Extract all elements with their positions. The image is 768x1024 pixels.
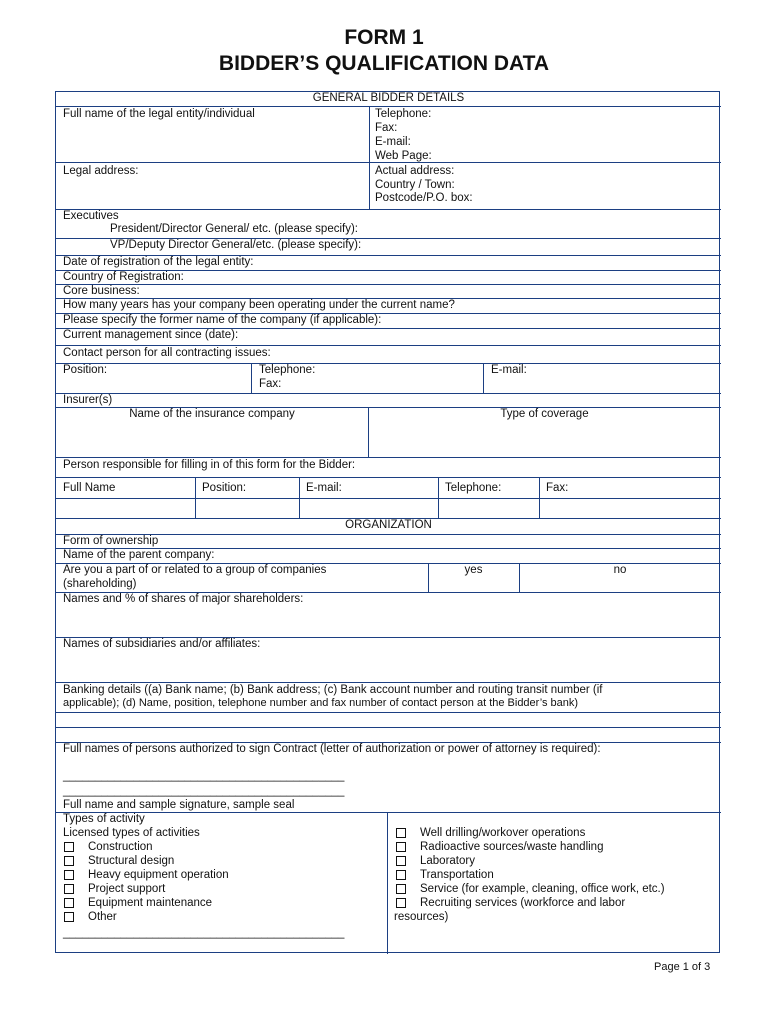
activity-project-support: Project support (88, 883, 166, 895)
checkbox-structural-design[interactable] (64, 856, 74, 866)
telephone-label: Telephone: (375, 108, 432, 120)
authorized-signature-line-1: ____________________________________________ (63, 770, 345, 782)
date-registration-label: Date of registration of the legal entity: (63, 256, 254, 268)
web-page-label: Web Page: (375, 150, 432, 162)
page-number: Page 1 of 3 (654, 961, 711, 973)
sample-signature-label: Full name and sample signature, sample seal (63, 799, 295, 811)
years-operating-label: How many years has your company been operating under the current name? (63, 299, 455, 311)
activity-recruiting-cont: resources) (394, 911, 449, 923)
shareholders-label: Names and % of shares of major shareholders: (63, 593, 304, 605)
activity-laboratory: Laboratory (420, 855, 475, 867)
parent-company-label: Name of the parent company: (63, 549, 215, 561)
insurance-company-header: Name of the insurance company (129, 408, 295, 420)
country-town-label: Country / Town: (375, 179, 455, 191)
checkbox-well-drilling[interactable] (396, 828, 406, 838)
checkbox-recruiting[interactable] (396, 898, 406, 908)
yes-option: yes (464, 564, 483, 576)
form-title: BIDDER’S QUALIFICATION DATA (218, 52, 550, 75)
responsible-telephone-label: Telephone: (445, 482, 502, 494)
contact-fax-label: Fax: (259, 378, 282, 390)
responsible-full-name-label: Full Name (63, 482, 116, 494)
types-activity-label: Types of activity (63, 813, 145, 825)
core-business-label: Core business: (63, 285, 140, 297)
vp-label: VP/Deputy Director General/etc. (please specify): (110, 239, 362, 251)
management-since-label: Current management since (date): (63, 329, 239, 341)
section-header-general: GENERAL BIDDER DETAILS (312, 92, 465, 104)
president-label: President/Director General/ etc. (please specify): (110, 223, 358, 235)
qualification-form (55, 91, 720, 953)
insurers-label: Insurer(s) (63, 394, 113, 406)
contact-position-label: Position: (63, 364, 108, 376)
form-number: FORM 1 (344, 26, 424, 49)
executives-label: Executives (63, 210, 119, 222)
checkbox-project-support[interactable] (64, 884, 74, 894)
no-option: no (613, 564, 627, 576)
responsible-email-label: E-mail: (306, 482, 342, 494)
former-name-label: Please specify the former name of the company (if applicable): (63, 314, 382, 326)
checkbox-other[interactable] (64, 912, 74, 922)
section-header-organization: ORGANIZATION (345, 519, 432, 531)
coverage-header: Type of coverage (500, 408, 589, 420)
country-registration-label: Country of Registration: (63, 271, 184, 283)
authorized-persons-label: Full names of persons authorized to sign Contract (letter of authorization or power of attorney is required): (63, 743, 601, 755)
person-responsible-label: Person responsible for filling in of this form for the Bidder: (63, 459, 356, 471)
checkbox-heavy-equipment[interactable] (64, 870, 74, 880)
checkbox-radioactive[interactable] (396, 842, 406, 852)
fax-label: Fax: (375, 122, 398, 134)
activity-structural-design: Structural design (88, 855, 175, 867)
activity-service: Service (for example, cleaning, office work, etc.) (420, 883, 665, 895)
group-question-label: Are you a part of or related to a group of companies (shareholding) (63, 564, 327, 590)
checkbox-equipment-maintenance[interactable] (64, 898, 74, 908)
actual-address-label: Actual address: (375, 165, 455, 177)
banking-details-label: Banking details ((a) Bank name; (b) Bank address; (c) Bank account number and routing transit number (if (63, 684, 603, 696)
checkbox-construction[interactable] (64, 842, 74, 852)
banking-details-label-2: applicable); (d) Name, position, telephone number and fax number of contact person at the Bidder’s bank) (63, 697, 579, 709)
activity-radioactive: Radioactive sources/waste handling (420, 841, 604, 853)
subsidiaries-label: Names of subsidiaries and/or affiliates: (63, 638, 261, 650)
licensed-activities-label: Licensed types of activities (63, 827, 200, 839)
legal-address-label: Legal address: (63, 165, 139, 177)
other-specify-line: ____________________________________________ (63, 927, 345, 939)
contact-email-label: E-mail: (491, 364, 527, 376)
form-ownership-label: Form of ownership (63, 535, 159, 547)
checkbox-laboratory[interactable] (396, 856, 406, 866)
email-label: E-mail: (375, 136, 411, 148)
activity-recruiting: Recruiting services (workforce and labor (420, 897, 626, 909)
activity-construction: Construction (88, 841, 153, 853)
full-name-label: Full name of the legal entity/individual (63, 108, 255, 120)
activity-heavy-equipment: Heavy equipment operation (88, 869, 229, 881)
responsible-fax-label: Fax: (546, 482, 569, 494)
postcode-label: Postcode/P.O. box: (375, 192, 473, 204)
authorized-signature-line-2: ____________________________________________ (63, 785, 345, 797)
activity-equipment-maintenance: Equipment maintenance (88, 897, 213, 909)
activity-transportation: Transportation (420, 869, 494, 881)
activity-well-drilling: Well drilling/workover operations (420, 827, 586, 839)
contact-person-label: Contact person for all contracting issues: (63, 347, 271, 359)
activity-other: Other (88, 911, 117, 923)
checkbox-transportation[interactable] (396, 870, 406, 880)
contact-telephone-label: Telephone: (259, 364, 316, 376)
responsible-position-label: Position: (202, 482, 247, 494)
checkbox-service[interactable] (396, 884, 406, 894)
